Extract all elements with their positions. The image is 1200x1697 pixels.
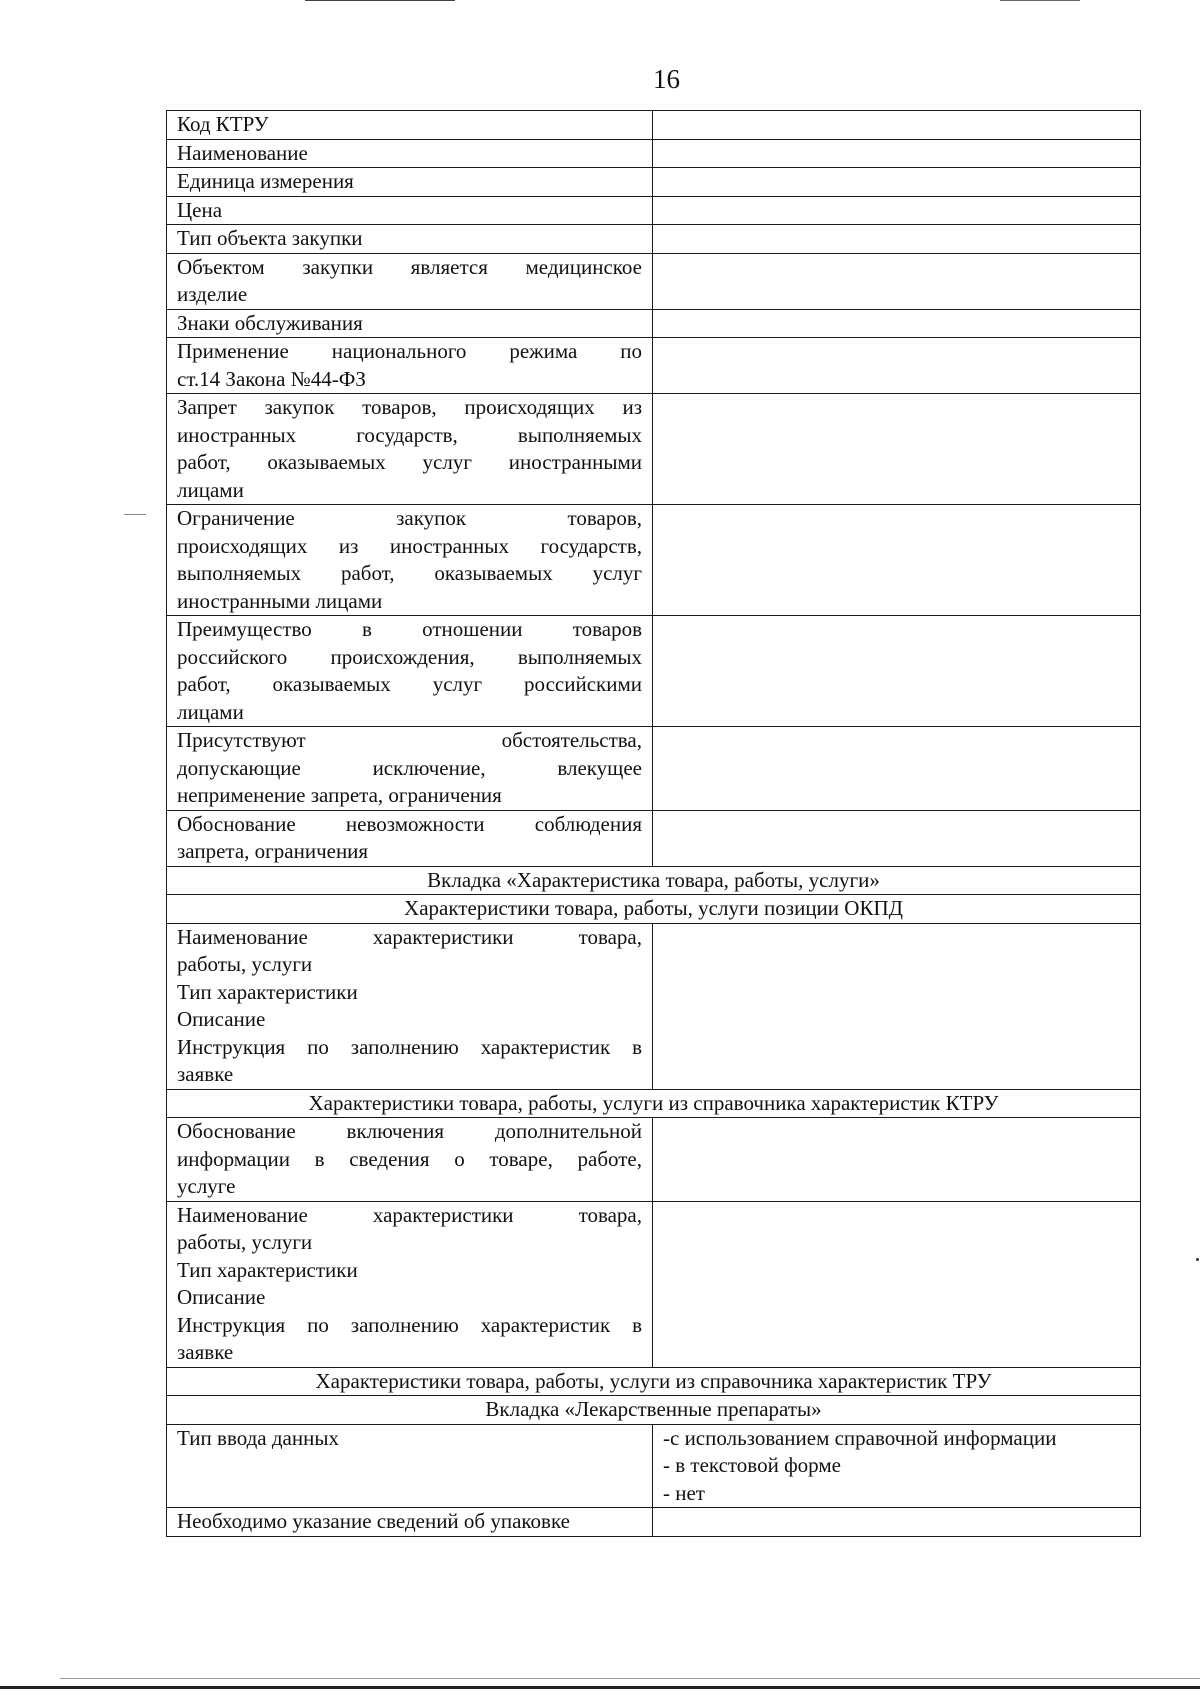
- field-label-line: Знаки обслуживания: [177, 310, 363, 335]
- field-value: [653, 394, 1141, 505]
- field-label-line: Код КТРУ: [177, 112, 269, 136]
- field-label-line: Тип ввода данных: [177, 1425, 339, 1450]
- section-header: Характеристики товара, работы, услуги из справочника характеристик КТРУ: [167, 1089, 1141, 1118]
- field-label: [167, 139, 653, 168]
- form-field-row: [167, 111, 1141, 140]
- form-field-row: [167, 923, 1141, 1089]
- form-field-row: [167, 1201, 1141, 1367]
- field-label-line: Единица измерения: [177, 169, 354, 193]
- field-label-line: Обоснование невозможности соблюдения: [177, 811, 642, 836]
- scan-edge-top: [305, 0, 455, 1]
- section-header: Характеристики товара, работы, услуги позиции ОКПД: [167, 895, 1141, 924]
- field-label: [167, 616, 653, 727]
- form-field-row: [167, 394, 1141, 505]
- scan-margin-mark: [124, 514, 146, 515]
- field-label-line: российского происхождения, выполняемых: [177, 644, 642, 669]
- field-label: [167, 338, 653, 394]
- field-label: [167, 923, 653, 1089]
- scan-edge-bottom: [0, 1686, 1200, 1689]
- field-value-option: - нет: [663, 1480, 705, 1505]
- field-label: [167, 505, 653, 616]
- section-header-row: [167, 1367, 1141, 1396]
- field-label-line: Описание: [177, 1007, 266, 1031]
- field-label-line: выполняемых работ, оказываемых услуг: [177, 561, 642, 585]
- field-label-line: изделие: [177, 282, 248, 306]
- field-label-line: Тип характеристики: [177, 1257, 358, 1282]
- form-table-body: [167, 111, 1141, 1537]
- field-label-line: Запрет закупок товаров, происходящих из: [177, 395, 642, 419]
- field-label-line: Тип объекта закупки: [177, 226, 363, 250]
- field-label: [167, 111, 653, 140]
- field-value: [653, 253, 1141, 309]
- field-value: [653, 810, 1141, 866]
- field-value-option: -с использованием справочной информации: [663, 1425, 1057, 1450]
- field-label: [167, 1118, 653, 1202]
- field-value: [653, 505, 1141, 616]
- field-label-line: информации в сведения о товаре, работе,: [177, 1146, 642, 1171]
- form-field-row: [167, 616, 1141, 727]
- field-label-line: Обоснование включения дополнительной: [177, 1119, 642, 1143]
- field-value: [653, 923, 1141, 1089]
- form-field-row: [167, 253, 1141, 309]
- field-label: [167, 168, 653, 197]
- field-label: [167, 1424, 653, 1508]
- field-value-option: - в текстовой форме: [663, 1453, 841, 1477]
- form-field-row: [167, 810, 1141, 866]
- form-field-row: [167, 1424, 1141, 1508]
- field-label-line: Наименование характеристики товара,: [177, 1202, 642, 1227]
- field-label-line: заявке: [177, 1062, 234, 1086]
- field-label: [167, 309, 653, 338]
- field-label-line: Описание: [177, 1285, 266, 1309]
- field-value: [653, 1118, 1141, 1202]
- field-label: [167, 1201, 653, 1367]
- field-label-line: Ограничение закупок товаров,: [177, 506, 642, 530]
- form-field-row: [167, 727, 1141, 811]
- field-label-line: Преимущество в отношении товаров: [177, 617, 642, 641]
- field-label-line: Наименование: [177, 140, 308, 165]
- section-header: Характеристики товара, работы, услуги из справочника характеристик ТРУ: [167, 1367, 1141, 1396]
- section-header: Вкладка «Характеристика товара, работы, услуги»: [167, 866, 1141, 895]
- field-label-line: работ, оказываемых услуг российскими: [177, 672, 642, 696]
- section-header-row: [167, 1089, 1141, 1118]
- field-value: [653, 196, 1141, 225]
- form-field-row: [167, 139, 1141, 168]
- field-value: [653, 727, 1141, 811]
- form-field-row: [167, 225, 1141, 254]
- form-field-row: [167, 309, 1141, 338]
- form-field-row: [167, 1118, 1141, 1202]
- section-header-row: [167, 895, 1141, 924]
- field-label-line: Инструкция по заполнению характеристик в: [177, 1034, 642, 1059]
- field-value: [653, 1508, 1141, 1537]
- field-label: [167, 727, 653, 811]
- field-label-line: Применение национального режима по: [177, 339, 642, 363]
- field-label-line: Цена: [177, 197, 223, 222]
- field-label-line: услуге: [177, 1174, 236, 1198]
- field-value: [653, 338, 1141, 394]
- field-label-line: лицами: [177, 477, 244, 502]
- section-header-row: [167, 866, 1141, 895]
- field-label-line: Необходимо указание сведений об упаковке: [177, 1509, 570, 1533]
- field-label-line: иностранными лицами: [177, 588, 383, 613]
- field-label-line: работ, оказываемых услуг иностранными: [177, 450, 642, 474]
- field-label-line: Объектом закупки является медицинское: [177, 254, 642, 279]
- field-label: [167, 253, 653, 309]
- section-header-row: [167, 1396, 1141, 1425]
- field-value: [653, 139, 1141, 168]
- scan-speck: [1196, 1258, 1199, 1261]
- field-label-line: работы, услуги: [177, 1230, 313, 1254]
- field-label-line: заявке: [177, 1340, 234, 1364]
- field-label-line: запрета, ограничения: [177, 839, 369, 863]
- field-label-line: работы, услуги: [177, 952, 313, 976]
- field-label-line: ст.14 Закона №44-ФЗ: [177, 366, 366, 391]
- field-label-line: Тип характеристики: [177, 979, 358, 1004]
- form-field-row: [167, 338, 1141, 394]
- field-value: [653, 225, 1141, 254]
- field-label: [167, 196, 653, 225]
- field-value: [653, 1424, 1141, 1508]
- field-label: [167, 1508, 653, 1537]
- field-value: [653, 1201, 1141, 1367]
- section-header: Вкладка «Лекарственные препараты»: [167, 1396, 1141, 1425]
- scan-edge-top-right: [1000, 0, 1080, 1]
- form-field-row: [167, 168, 1141, 197]
- field-label-line: лицами: [177, 699, 244, 724]
- field-label-line: иностранных государств, выполняемых: [177, 422, 642, 447]
- field-label-line: Присутствуют обстоятельства,: [177, 728, 642, 752]
- field-label: [167, 394, 653, 505]
- form-field-row: [167, 1508, 1141, 1537]
- field-label-line: происходящих из иностранных государств,: [177, 533, 642, 558]
- field-value: [653, 168, 1141, 197]
- page-number: 16: [653, 64, 680, 94]
- field-value: [653, 111, 1141, 140]
- form-field-row: [167, 505, 1141, 616]
- field-label-line: допускающие исключение, влекущее: [177, 755, 642, 780]
- field-value: [653, 616, 1141, 727]
- field-label: [167, 810, 653, 866]
- form-fields-table: [166, 110, 1141, 1537]
- field-value: [653, 309, 1141, 338]
- form-field-row: [167, 196, 1141, 225]
- field-label-line: Инструкция по заполнению характеристик в: [177, 1312, 642, 1337]
- field-label-line: неприменение запрета, ограничения: [177, 783, 502, 807]
- scan-edge-bottom-thin: [60, 1678, 1200, 1679]
- field-label-line: Наименование характеристики товара,: [177, 924, 642, 949]
- field-label: [167, 225, 653, 254]
